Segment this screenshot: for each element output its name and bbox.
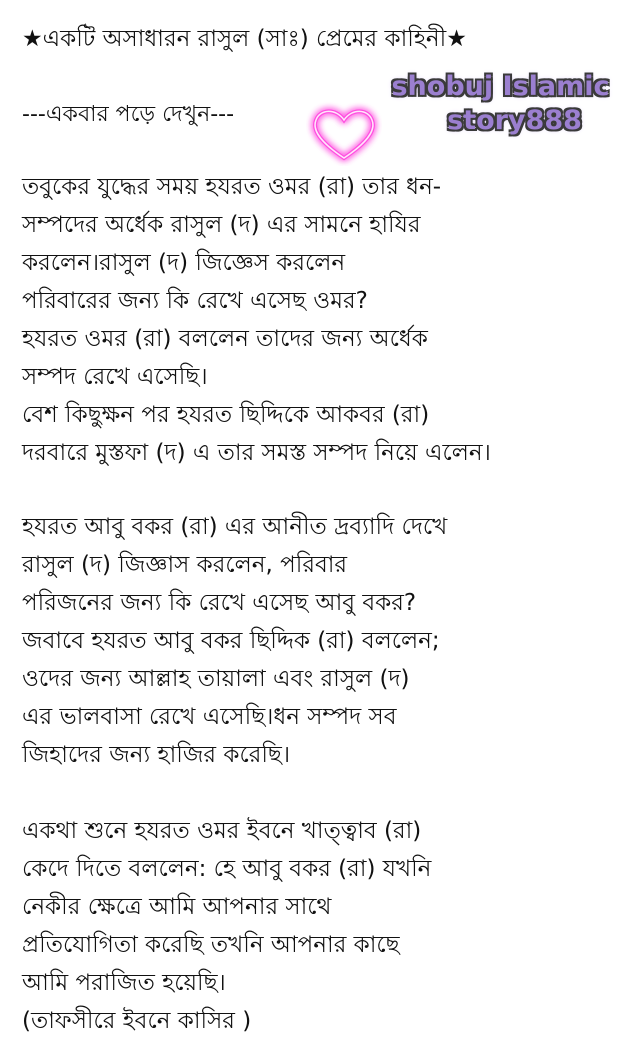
paragraph-line: সম্পদের অর্ধেক রাসুল (দ) এর সামনে হাযির: [22, 212, 421, 238]
paragraph-line: দরবারে মুস্তফা (দ) এ তার সমস্ত সম্পদ নিয়ে এলেন।: [22, 440, 491, 466]
paragraph-line: কেদে দিতে বললেন: হে আবু বকর (রা) যখনি: [22, 856, 432, 882]
watermark-line-2: story888: [447, 105, 582, 136]
post-title: ★একটি অসাধারন রাসুল (সাঃ) প্রেমের কাহিনী★: [22, 26, 467, 52]
watermark-line-1: shobuj Islamic: [391, 71, 610, 102]
paragraph-line: ওদের জন্য আল্লাহ তায়ালা এবং রাসুল (দ): [22, 666, 410, 692]
paragraph-line: হযরত আবু বকর (রা) এর আনীত দ্রব্যাদি দেখে: [22, 514, 448, 540]
paragraph-line: একথা শুনে হযরত ওমর ইবনে খাত্ত্বাব (রা): [22, 818, 422, 844]
paragraph-line: পরিজনের জন্য কি রেখে এসেছ আবু বকর?: [22, 590, 417, 616]
paragraph-line: তবুকের যুদ্ধের সময় হযরত ওমর (রা) তার ধন-: [22, 174, 442, 200]
paragraph-3: [22, 812, 622, 1040]
paragraph-line: নেকীর ক্ষেত্রে আমি আপনার সাথে: [22, 894, 332, 920]
paragraph-2: [22, 508, 622, 774]
paragraph-line: রাসুল (দ) জিজ্ঞাস করলেন, পরিবার: [22, 552, 348, 578]
paragraph-line: করলেন।রাসুল (দ) জিজ্ঞেস করলেন: [22, 250, 346, 276]
paragraph-line: আমি পরাজিত হয়েছি।: [22, 970, 226, 996]
paragraph-line: বেশ কিছুক্ষন পর হযরত ছিদ্দিকে আকবর (রা): [22, 402, 430, 428]
paragraph-line: প্রতিযোগিতা করেছি তখনি আপনার কাছে: [22, 932, 400, 958]
post-subtitle: ---একবার পড়ে দেখুন---: [22, 102, 235, 127]
paragraph-line: হযরত ওমর (রা) বললেন তাদের জন্য অর্ধেক: [22, 326, 428, 352]
paragraph-line: পরিবারের জন্য কি রেখে এসেছ ওমর?: [22, 288, 368, 314]
paragraph-line: জিহাদের জন্য হাজির করেছি।: [22, 742, 291, 768]
citation: (তাফসীরে ইবনে কাসির ): [22, 1008, 252, 1034]
watermark: [378, 70, 623, 138]
heart-icon: [306, 100, 382, 166]
paragraph-line: এর ভালবাসা রেখে এসেছি।ধন সম্পদ সব: [22, 704, 397, 730]
paragraph-line: জবাবে হযরত আবু বকর ছিদ্দিক (রা) বললেন;: [22, 628, 440, 654]
paragraph-1: [22, 168, 622, 472]
paragraph-line: সম্পদ রেখে এসেছি।: [22, 364, 208, 390]
